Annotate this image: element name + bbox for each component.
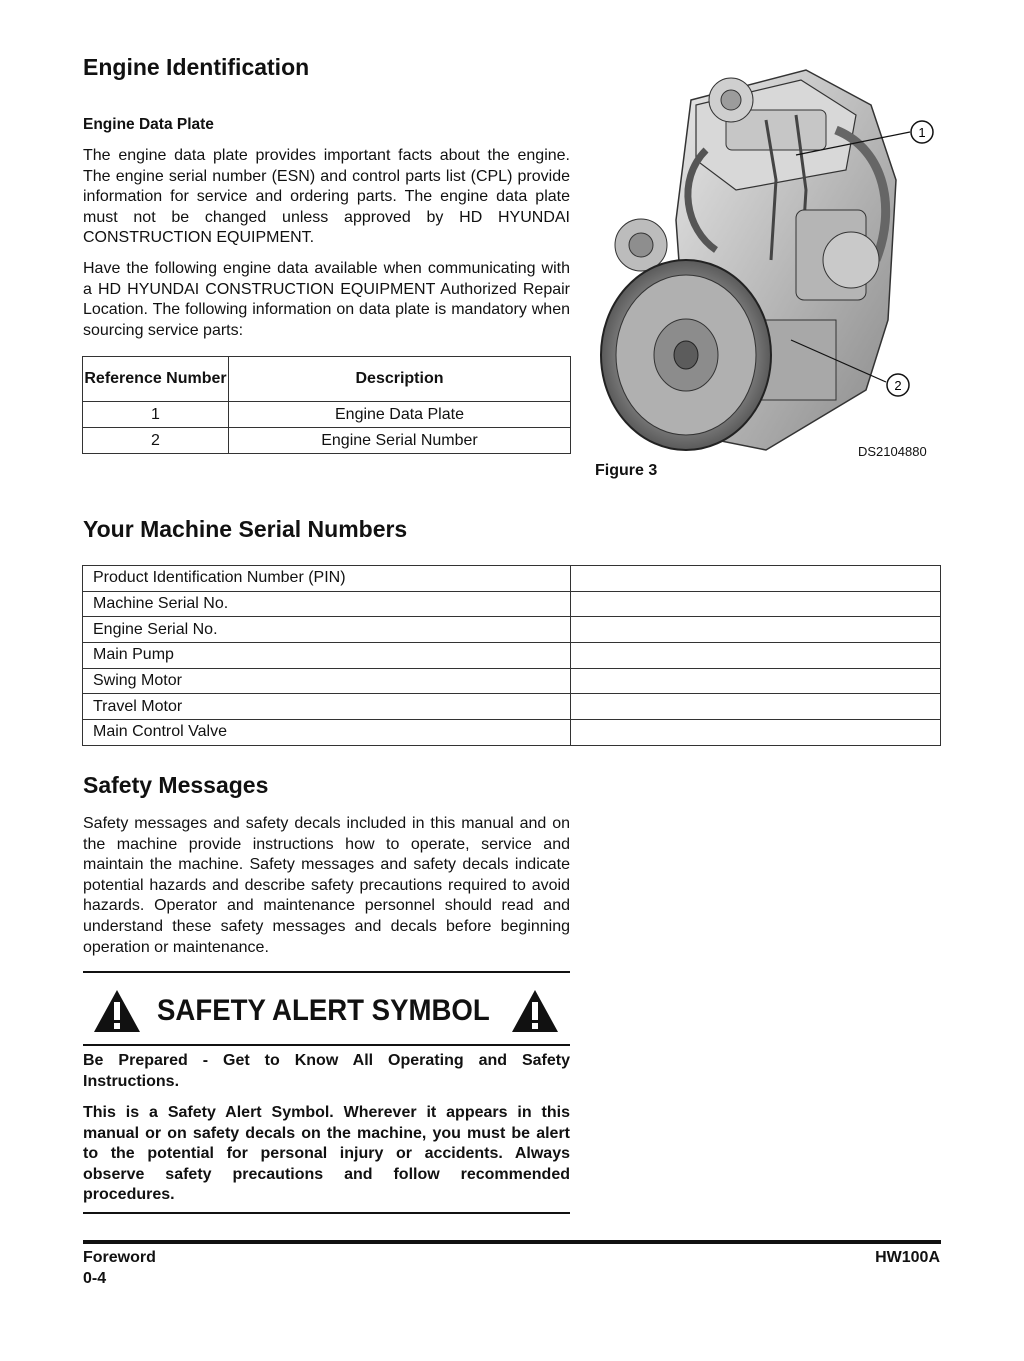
serial-label-cell: Product Identification Number (PIN) bbox=[83, 566, 571, 592]
serial-value-cell[interactable] bbox=[571, 694, 941, 720]
engine-data-availability-paragraph: Have the following engine data available when communicating with a HD HYUNDAI CONSTRUCTION EQUIPMENT Authorized Repair Location. The following information on data plate is mandatory when sourcing service parts: bbox=[83, 260, 570, 339]
section-title-safety-messages: Safety Messages bbox=[83, 772, 269, 798]
callout-2: 2 bbox=[894, 378, 902, 393]
serial-label-cell: Engine Serial No. bbox=[83, 617, 571, 643]
warning-triangle-icon bbox=[510, 988, 560, 1034]
engine-data-plate-paragraph: The engine data plate provides important facts about the engine. The engine serial number (ESN) and control parts list (CPL) provide information for service and ordering parts. The engine data plate must not be changed unless approved by HD HYUNDAI CONSTRUCTION EQUIPMENT. bbox=[83, 147, 570, 247]
serial-label-cell: Swing Motor bbox=[83, 668, 571, 694]
safety-alert-title: SAFETY ALERT SYMBOL bbox=[157, 994, 490, 1027]
section-title-serial-numbers: Your Machine Serial Numbers bbox=[83, 516, 408, 542]
page-number: 0-4 bbox=[83, 1270, 107, 1287]
table-row bbox=[83, 643, 941, 669]
table-row bbox=[83, 694, 941, 720]
divider bbox=[83, 1044, 570, 1046]
table-row bbox=[83, 566, 941, 592]
subtitle-engine-data-plate: Engine Data Plate bbox=[83, 116, 214, 133]
serial-value-cell[interactable] bbox=[571, 591, 941, 617]
table-row bbox=[83, 428, 571, 454]
serial-label-cell: Main Pump bbox=[83, 643, 571, 669]
footer-rule bbox=[83, 1240, 941, 1244]
table-row bbox=[83, 402, 571, 428]
figure-caption: Figure 3 bbox=[595, 462, 658, 479]
callout-1: 1 bbox=[918, 125, 926, 140]
safety-messages-paragraph: Safety messages and safety decals included in this manual and on the machine provide instructions how to operate, service and maintain the machine. Safety messages and safety decals indicate potential hazards and describe safety precautions required to avoid hazards. Operator and maintenance personnel should read and understand these safety messages and decals before beginning operation or maintenance. bbox=[83, 815, 570, 956]
footer-section: Foreword bbox=[83, 1249, 156, 1266]
serial-label-cell: Travel Motor bbox=[83, 694, 571, 720]
reference-cell: 2 bbox=[83, 428, 229, 454]
description-cell: Engine Serial Number bbox=[229, 428, 571, 454]
footer-model: HW100A bbox=[875, 1249, 940, 1266]
table-row bbox=[83, 617, 941, 643]
figure-code: DS2104880 bbox=[858, 444, 927, 459]
divider bbox=[83, 971, 570, 973]
serial-value-cell[interactable] bbox=[571, 617, 941, 643]
safety-prepared-text: Be Prepared - Get to Know All Operating and Safety Instructions. bbox=[83, 1052, 570, 1090]
serial-value-cell[interactable] bbox=[571, 668, 941, 694]
description-header: Description bbox=[229, 357, 571, 402]
serial-label-cell: Machine Serial No. bbox=[83, 591, 571, 617]
table-row bbox=[83, 668, 941, 694]
serial-value-cell[interactable] bbox=[571, 643, 941, 669]
section-title-engine-identification: Engine Identification bbox=[83, 54, 310, 80]
reference-table bbox=[82, 356, 571, 454]
serial-value-cell[interactable] bbox=[571, 566, 941, 592]
reference-number-header: Reference Number bbox=[83, 357, 229, 402]
description-cell: Engine Data Plate bbox=[229, 402, 571, 428]
warning-triangle-icon bbox=[92, 988, 142, 1034]
engine-illustration bbox=[596, 60, 946, 460]
table-row bbox=[83, 720, 941, 746]
reference-cell: 1 bbox=[83, 402, 229, 428]
serial-value-cell[interactable] bbox=[571, 720, 941, 746]
table-row bbox=[83, 591, 941, 617]
divider bbox=[83, 1212, 570, 1214]
safety-alert-description: This is a Safety Alert Symbol. Wherever it appears in this manual or on safety decals on the machine, you must be alert to the potential for personal injury or accidents. Always observe safety precautions and follow recommended procedures. bbox=[83, 1104, 570, 1204]
serial-label-cell: Main Control Valve bbox=[83, 720, 571, 746]
serial-numbers-table bbox=[82, 565, 941, 746]
